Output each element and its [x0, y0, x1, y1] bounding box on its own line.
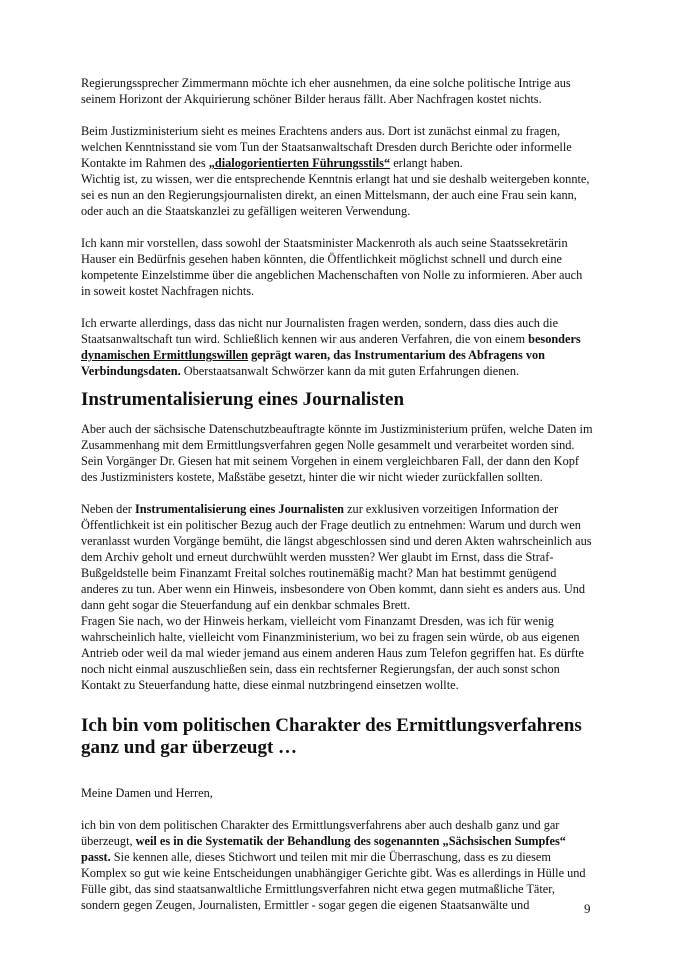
- section-heading: Ich bin vom politischen Charakter des Ermittlungsverfahrens ganz und gar überzeugt …: [81, 715, 582, 758]
- text-run: Sie kennen alle, dieses Stichwort und teilen mit mir die Überraschung, dass es zu diesem Komplex so gut wie keine Entscheidungen unabhängiger Gerichte gibt. Was es allerdings in Hülle und Fülle gibt, das sind staatsanwaltliche Ermittlungsverfahren nicht etwa gegen mutmaßliche Täter, sondern gegen Zeugen, Journalisten, Ermittler - sogar gegen die eigenen Staatsanwälte und: [81, 850, 586, 912]
- emphasis-text: Instrumentalisierung eines Journalisten: [134, 502, 345, 516]
- emphasis-text: besonders: [528, 332, 581, 346]
- emphasis-text: „dialogorientierten Führungsstils“: [208, 156, 391, 170]
- text-run: zur exklusiven vorzeitigen Information der Öffentlichkeit ist ein politischer Bezug auch der Frage deutlich zu entnehmen: Warum und durch wen veranlasst wurden Vorgänge bemüht, die längst abgeschlossen sind und deren Akten wahrscheinlich aus dem Archiv geholt und erneut durchwühlt werden mussten? Wer glaubt im Ernst, dass die Straf-Bußgeldstelle beim Finanzamt Freital solches routinemäßig macht? Man hat bestimmt genügend anderes zu tun. Aber wenn ein Hinweis, insbesondere von Oben kommt, dann sieht es anders aus. Und dann geht sogar die Steuerfandung auf ein denkbar schmales Brett.: [81, 502, 592, 612]
- text-run: ich bin von dem politischen Charakter des Ermittlungsverfahrens aber auch deshalb ganz und gar überzeugt,: [81, 818, 560, 848]
- emphasis-text: dynamischen Ermittlungswillen: [81, 348, 249, 362]
- document-page: [81, 75, 593, 913]
- paragraph: [81, 501, 593, 613]
- text-run: Oberstaatsanwalt Schwörzer kann da mit guten Erfahrungen dienen.: [180, 364, 520, 378]
- section-heading: Instrumentalisierung eines Journalisten: [81, 389, 405, 410]
- text-run: erlangt haben.: [390, 156, 463, 170]
- paragraph: Aber auch der sächsische Datenschutzbeauftragte könnte im Justizministerium prüfen, welche Daten im Zusammenhang mit dem Ermittlungsverfahren gegen Nolle gesammelt und verarbeitet worden sind. Sein Vorgänger Dr. Giesen hat mit seinem Vorgehen in einem vergleichbaren Fall, der dann den Kopf des Justizministers kostete, Maßstäbe gesetzt, hinter die wir nicht wieder zurückfallen sollten.: [81, 422, 593, 484]
- paragraph: Fragen Sie nach, wo der Hinweis herkam, vielleicht vom Finanzamt Dresden, was ich für wenig wahrscheinlich halte, vielleicht vom Finanzministerium, wo bei zu fragen sein würde, ob aus eigenen Antrieb oder weil da mal wieder jemand aus einem anderen Haus zum Telefon gegriffen hat. Es dürfte noch nicht einmal auszuschließen sein, dass ein rechtsferner Regierungsfan, der auch sonst schon Kontakt zu Steuerfandung hatte, diese einmal nutzbringend einsetzen wollte.: [81, 614, 585, 692]
- text-run: Beim Justizministerium sieht es meines Erachtens anders aus. Dort ist zunächst einmal zu fragen, welchen Kenntnisstand sie vom Tun der Staatsanwaltschaft Dresden durch Berichte oder informelle Kontakte im Rahmen des: [81, 124, 572, 170]
- paragraph: Meine Damen und Herren,: [81, 786, 213, 800]
- paragraph: [81, 315, 593, 379]
- paragraph: [81, 817, 593, 913]
- text-run: Ich erwarte allerdings, dass das nicht nur Journalisten fragen werden, sondern, dass dies auch die Staatsanwaltschaft tun wird. Schließlich kennen wir aus anderen Verfahren, die von einem: [81, 316, 559, 346]
- text-run: Neben der: [81, 502, 135, 516]
- paragraph: Ich kann mir vorstellen, dass sowohl der Staatsminister Mackenroth als auch seine Staatssekretärin Hauser ein Bedürfnis gesehen haben könnten, die Öffentlichkeit möglichst schnell und durch eine kompetente Einzelstimme über die angeblichen Machenschaften von Nolle zu informieren. Aber auch in soweit kostet Nachfragen nichts.: [81, 236, 583, 298]
- emphasis-text: geprägt waren, das Instrumentarium des Abfragens von Verbindungsdaten.: [81, 348, 546, 378]
- paragraph: Wichtig ist, zu wissen, wer die entsprechende Kenntnis erlangt hat und sie deshalb weitergeben konnte, sei es nun an den Regierungsjournalisten direkt, an einen Mittelsmann, der auch eine Frau sein kann, oder auch an die Staatskanzlei zu gefälligen weiteren Verwendung.: [81, 172, 590, 218]
- paragraph: Regierungssprecher Zimmermann möchte ich eher ausnehmen, da eine solche politische Intrige aus seinem Horizont der Akquirierung schöner Bilder heraus fällt. Aber Nachfragen kostet nichts.: [81, 76, 571, 106]
- paragraph: [81, 123, 593, 171]
- page-number: 9: [584, 901, 591, 916]
- emphasis-text: weil es in die Systematik der Behandlung des sogenannten „Sächsischen Sumpfes“ passt.: [81, 834, 566, 864]
